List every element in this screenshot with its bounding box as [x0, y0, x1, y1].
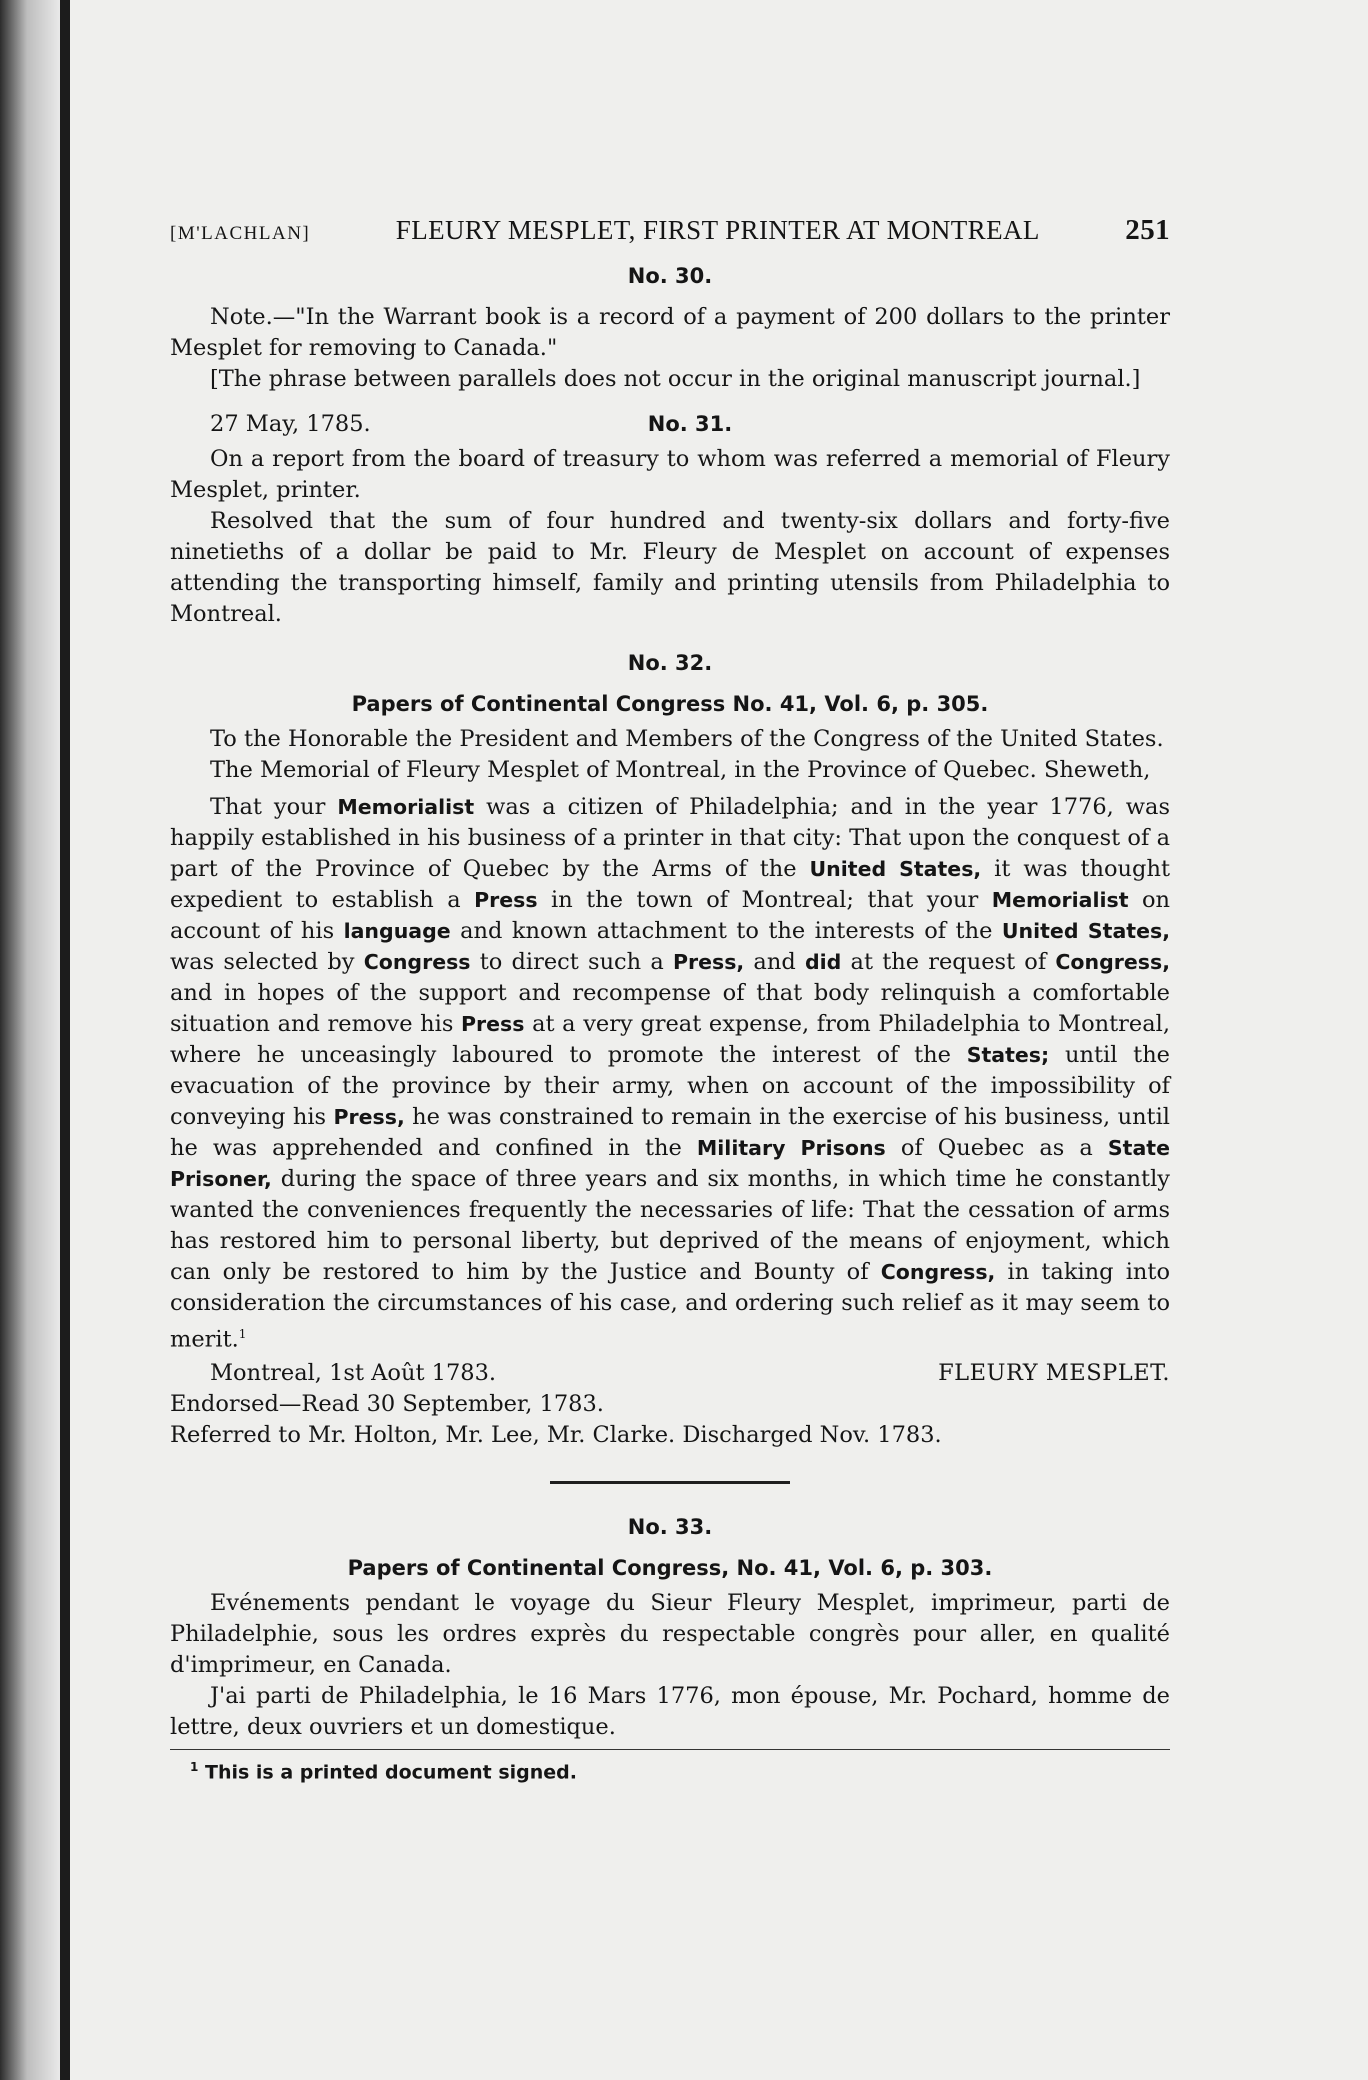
no31-report: On a report from the board of treasury to whom was referred a memorial of Fleury Mesplet, printer. — [170, 446, 1170, 503]
no33-events-intro: Evénements pendant le voyage du Sieur Fleury Mesplet, imprimeur, parti de Philadelphie, sous les ordres exprès du respectable congrès pour aller, en qualité d'imprimeur, en Canada. — [170, 1589, 1170, 1678]
body-bold: Congress — [363, 950, 471, 974]
no32-source: Papers of Continental Congress No. 41, Vol. 6, p. 305. — [351, 692, 989, 716]
no31-dateline — [210, 409, 1170, 440]
header-author-tag: [M'LACHLAN] — [170, 223, 311, 244]
section-heading-30: No. 30. — [627, 264, 713, 288]
body-text: in the town of Montreal; that your — [537, 887, 992, 913]
no31-date: 27 May, 1785. — [210, 411, 371, 437]
page-number: 251 — [1125, 214, 1170, 246]
body-text: and known attachment to the interests of the — [450, 918, 1002, 944]
body-bold: States; — [966, 1043, 1050, 1067]
body-bold: Military Prisons — [696, 1136, 886, 1160]
running-header — [170, 215, 1170, 249]
body-text: and — [744, 949, 805, 975]
section-divider — [550, 1481, 790, 1484]
footnote — [190, 1752, 1170, 1788]
body-text: That your — [210, 794, 338, 820]
body-text: was selected by — [170, 949, 364, 975]
footnote-rule — [170, 1749, 1170, 1750]
no32-place-date: Montreal, 1st Août 1783. — [210, 1359, 497, 1386]
page-content — [170, 215, 1170, 1788]
section-heading-31: No. 31. — [647, 412, 733, 436]
body-text: he was constrained to remain in the exercise of his business, until he was apprehended and confined in the — [170, 1104, 1170, 1161]
no31-resolution: Resolved that the sum of four hundred and twenty-six dollars and forty-five ninetieths of a dollar be paid to Mr. Fleury de Mesplet on account of expenses attending the transporting himself, family and printing utensils from Philadelphia to Montreal. — [170, 508, 1170, 627]
no32-endorsed: Endorsed—Read 30 September, 1783. — [170, 1390, 604, 1417]
scanned-page — [70, 0, 1368, 2080]
body-text: at a very great expense, from Philadelphia to Montreal, where he unceasingly laboured to promote the interest of the — [170, 1011, 1170, 1068]
body-bold: Congress, — [1055, 950, 1170, 974]
no32-signature: FLEURY MESPLET. — [938, 1359, 1170, 1386]
body-text: and in hopes of the support and recompense of that body relinquish a comfortable situation and remove his — [170, 980, 1170, 1037]
no32-referred: Referred to Mr. Holton, Mr. Lee, Mr. Clarke. Discharged Nov. 1783. — [170, 1421, 942, 1448]
footnote-marker: 1 — [190, 1759, 199, 1774]
body-bold: language — [343, 919, 451, 943]
body-bold: Press, — [672, 950, 745, 974]
body-bold: Press, — [333, 1105, 405, 1129]
page-edge-shadow — [0, 0, 60, 2080]
body-text: during the space of three years and six months, in which time he constantly wanted the conveniences frequently the necessaries of life: That the cessation of arms has restored him to personal liberty, but deprived of the means of enjoyment, which can only be restored to him by the Justice and Bounty of — [170, 1166, 1170, 1285]
no32-signline — [210, 1358, 1170, 1389]
no32-address: To the Honorable the President and Members of the Congress of the United States. — [210, 726, 1164, 752]
no33-source: Papers of Continental Congress, No. 41, Vol. 6, p. 303. — [347, 1555, 993, 1580]
body-text: it was thought expedient to establish a — [170, 856, 1170, 913]
section-heading-32: No. 32. — [627, 651, 713, 675]
no33-departure: J'ai parti de Philadelphia, le 16 Mars 1776, mon épouse, Mr. Pochard, homme de lettre, deux ouvriers et un domestique. — [170, 1682, 1170, 1740]
body-bold: Press — [461, 1012, 525, 1036]
body-bold: Congress, — [880, 1260, 996, 1284]
body-text: until the evacuation of the province by their army, when on account of the impossibility of conveying his — [170, 1042, 1170, 1130]
section-heading-33: No. 33. — [627, 1514, 713, 1539]
body-bold: United States, — [1001, 919, 1170, 943]
body-bold: Memorialist — [991, 888, 1129, 912]
body-text: in taking into consideration the circumstances of his case, and ordering such relief as it may seem to merit. — [170, 1259, 1170, 1353]
body-bold: State Prisoner, — [170, 1136, 1171, 1191]
header-title: FLEURY MESPLET, FIRST PRINTER AT MONTREAL — [395, 215, 1040, 245]
body-text: on account of his — [170, 887, 1170, 944]
body-bold: United States, — [809, 857, 982, 881]
body-bold: Memorialist — [337, 795, 475, 819]
no32-intro: The Memorial of Fleury Mesplet of Montreal, in the Province of Quebec. Sheweth, — [210, 757, 1151, 783]
no30-bracket-note: [The phrase between parallels does not occur in the original manuscript journal.] — [210, 366, 1141, 392]
no32-memorial-body — [170, 792, 1170, 1356]
footnote-mark: 1 — [238, 1327, 247, 1341]
body-text: at the request of — [841, 949, 1056, 975]
body-bold: Press — [474, 888, 538, 912]
body-bold: did — [804, 950, 842, 974]
footnote-text: This is a printed document signed. — [204, 1760, 577, 1783]
body-text: to direct such a — [470, 949, 673, 975]
body-text: of Quebec as a — [885, 1135, 1108, 1161]
binding-gutter — [60, 0, 70, 2080]
body-text: was a citizen of Philadelphia; and in the year 1776, was happily established in his business of a printer in that city: That upon the conquest of a part of the Province of Quebec by the Arms of the — [170, 794, 1170, 882]
no30-note: Note.—"In the Warrant book is a record of a payment of 200 dollars to the printer Mesplet for removing to Canada." — [170, 304, 1170, 361]
